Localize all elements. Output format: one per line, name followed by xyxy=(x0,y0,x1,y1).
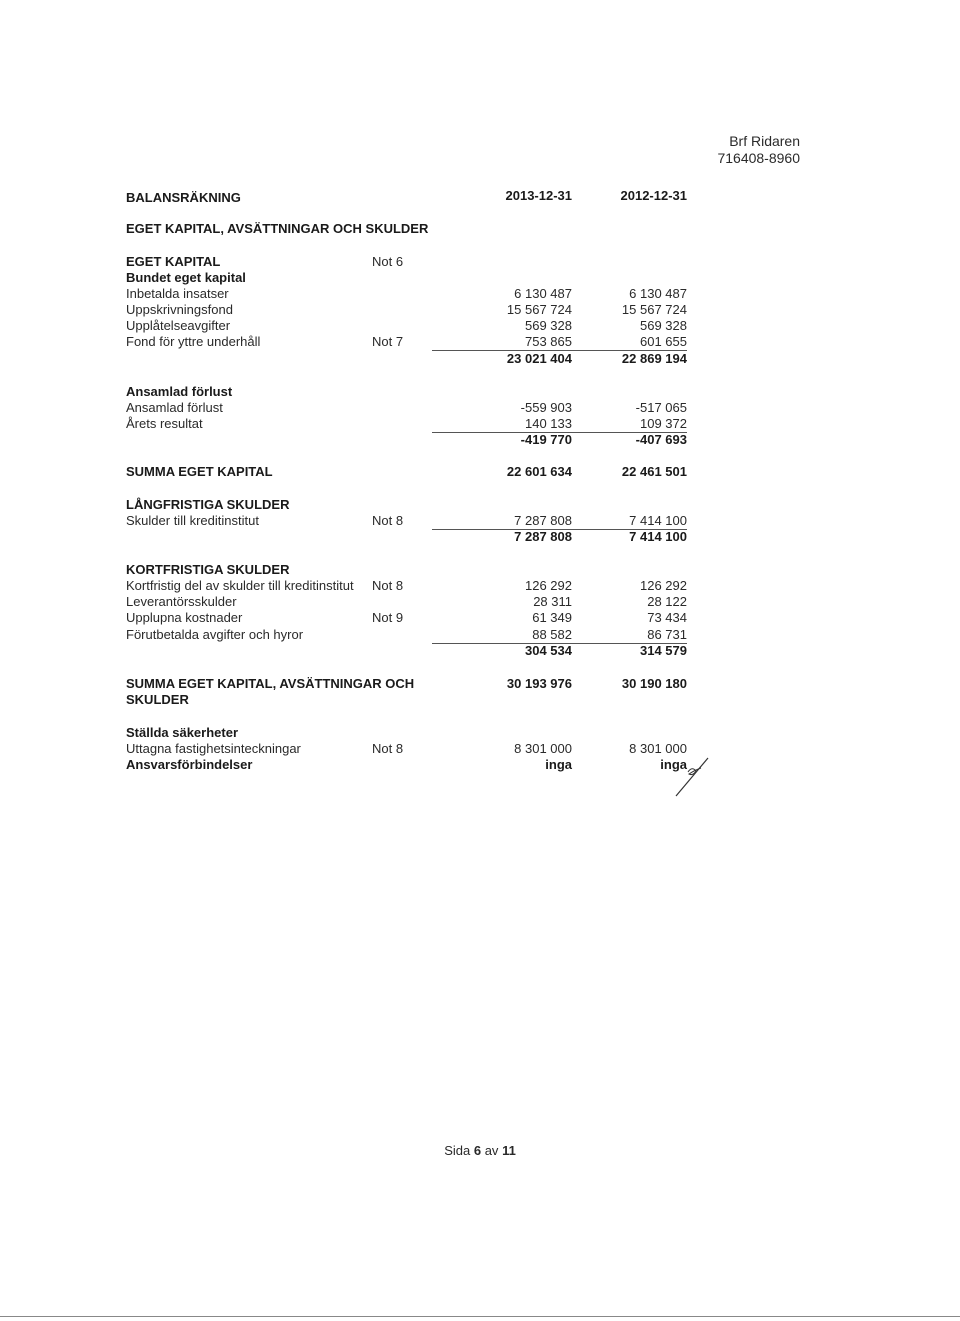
row-value-previous: 6 130 487 xyxy=(629,286,687,301)
scan-edge-line xyxy=(0,1316,960,1317)
row-value-current: 8 301 000 xyxy=(514,741,572,756)
row-value-current: 88 582 xyxy=(432,627,572,644)
handwritten-initials-mark xyxy=(672,752,712,798)
company-orgnr: 716408-8960 xyxy=(717,150,800,166)
row-value-previous: 73 434 xyxy=(647,610,687,625)
column-header-previous: 2012-12-31 xyxy=(620,188,687,203)
row-label: Upplupna kostnader xyxy=(126,610,243,625)
row-value-previous: 7 414 100 xyxy=(547,513,687,530)
page-footer xyxy=(0,1143,960,1159)
row-note: Not 8 xyxy=(372,741,404,756)
row-label: Leverantörsskulder xyxy=(126,594,237,609)
subtotal-previous: 314 579 xyxy=(640,643,687,658)
row-value-current: 7 287 808 xyxy=(432,513,572,530)
eget-kapital-heading: EGET KAPITAL xyxy=(126,254,221,269)
row-label: Uttagna fastighetsinteckningar xyxy=(126,741,301,756)
eget-kapital-note: Not 6 xyxy=(372,254,404,269)
summa-total-label-line2: SKULDER xyxy=(126,692,189,707)
row-value-current: 15 567 724 xyxy=(506,302,572,317)
langfristiga-heading: LÅNGFRISTIGA SKULDER xyxy=(126,497,290,512)
row-value-previous: 15 567 724 xyxy=(621,302,687,317)
row-value-current: 140 133 xyxy=(432,416,572,433)
row-label: Fond för yttre underhåll xyxy=(126,334,261,349)
row-label: Skulder till kreditinstitut xyxy=(126,513,259,528)
summa-eget-current: 22 601 634 xyxy=(506,464,572,479)
row-value-current: 6 130 487 xyxy=(514,286,572,301)
bundet-heading: Bundet eget kapital xyxy=(126,270,246,285)
row-note: Not 8 xyxy=(372,513,404,528)
row-value-current: 126 292 xyxy=(525,578,572,593)
kortfristiga-heading: KORTFRISTIGA SKULDER xyxy=(126,562,290,577)
page-title: BALANSRÄKNING xyxy=(126,190,241,205)
summa-eget-label: SUMMA EGET KAPITAL xyxy=(126,464,273,479)
ansvar-current: inga xyxy=(545,757,572,772)
row-label: Upplåtelseavgifter xyxy=(126,318,231,333)
ansvar-previous: inga xyxy=(660,757,687,772)
footer-sida: Sida xyxy=(444,1143,471,1158)
row-value-previous: 109 372 xyxy=(547,416,687,433)
stallda-heading: Ställda säkerheter xyxy=(126,725,239,740)
row-value-previous: 601 655 xyxy=(547,334,687,351)
subtotal-previous: 7 414 100 xyxy=(629,529,687,544)
summa-total-current: 30 193 976 xyxy=(506,676,572,691)
ansamlad-heading: Ansamlad förlust xyxy=(126,384,233,399)
row-value-previous: 28 122 xyxy=(647,594,687,609)
section-heading: EGET KAPITAL, AVSÄTTNINGAR OCH SKULDER xyxy=(126,221,429,236)
row-value-current: 753 865 xyxy=(432,334,572,351)
row-value-current: 28 311 xyxy=(533,594,572,609)
summa-total-label-line1: SUMMA EGET KAPITAL, AVSÄTTNINGAR OCH xyxy=(126,676,415,691)
subtotal-previous: -407 693 xyxy=(635,432,687,447)
footer-page-number: 6 xyxy=(473,1143,482,1158)
summa-total-previous: 30 190 180 xyxy=(621,676,687,691)
row-label: Kortfristig del av skulder till kreditinstitut xyxy=(126,578,354,593)
subtotal-current: 304 534 xyxy=(525,643,572,658)
footer-av: av xyxy=(484,1143,499,1158)
row-value-current: 61 349 xyxy=(532,610,572,625)
row-note: Not 8 xyxy=(372,578,404,593)
ansvar-label: Ansvarsförbindelser xyxy=(126,757,253,772)
footer-total-pages: 11 xyxy=(502,1143,516,1158)
row-label: Ansamlad förlust xyxy=(126,400,223,415)
subtotal-current: -419 770 xyxy=(520,432,572,447)
row-value-current: -559 903 xyxy=(520,400,572,415)
row-label: Inbetalda insatser xyxy=(126,286,229,301)
row-value-previous: 86 731 xyxy=(547,627,687,644)
row-note: Not 9 xyxy=(372,610,404,625)
company-name: Brf Ridaren xyxy=(729,133,800,149)
subtotal-current: 7 287 808 xyxy=(514,529,572,544)
column-header-current: 2013-12-31 xyxy=(505,188,572,203)
row-label: Uppskrivningsfond xyxy=(126,302,233,317)
subtotal-current: 23 021 404 xyxy=(506,351,572,366)
row-value-previous: -517 065 xyxy=(635,400,687,415)
row-value-previous: 569 328 xyxy=(640,318,687,333)
row-label: Årets resultat xyxy=(126,416,203,431)
row-label: Förutbetalda avgifter och hyror xyxy=(126,627,304,642)
subtotal-previous: 22 869 194 xyxy=(621,351,687,366)
row-value-previous: 8 301 000 xyxy=(629,741,687,756)
row-value-previous: 126 292 xyxy=(640,578,687,593)
row-value-current: 569 328 xyxy=(525,318,572,333)
row-note: Not 7 xyxy=(372,334,404,349)
summa-eget-previous: 22 461 501 xyxy=(621,464,687,479)
